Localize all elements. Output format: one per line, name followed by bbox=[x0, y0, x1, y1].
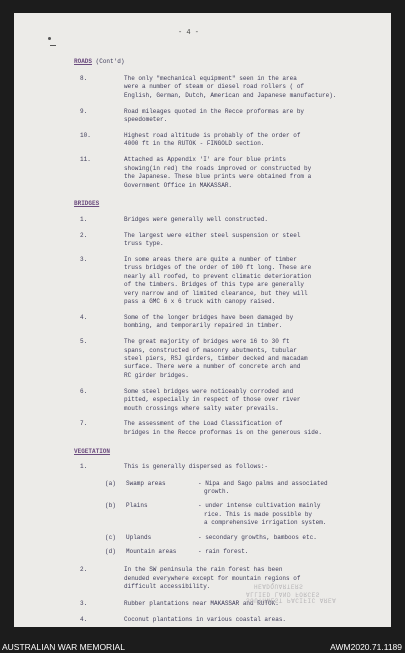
item-text-line: pass a GMC 6 x 6 truck with canopy raised. bbox=[124, 298, 276, 305]
subitem-text-line: - under intense cultivation mainly bbox=[198, 502, 321, 510]
bleed-through-line: HEADQUARTERS bbox=[254, 582, 304, 590]
tick-mark bbox=[50, 45, 56, 46]
footer-left: AUSTRALIAN WAR MEMORIAL bbox=[2, 642, 125, 652]
item-number: 9. bbox=[80, 107, 88, 115]
subitem-text-line: a comprehensive irrigation system. bbox=[204, 519, 327, 527]
bridges-heading: BRIDGES bbox=[74, 200, 100, 208]
subitem-text-line: rice. This is made possible by bbox=[204, 510, 313, 518]
item-text-line: The largest were either steel suspension or steel bbox=[124, 231, 301, 239]
item-text-line: the Japanese. These blue prints were obtained from a bbox=[124, 173, 312, 181]
item-text-line: The great majority of bridges were 16 to 30 ft bbox=[124, 338, 290, 346]
roads-heading: ROADS bbox=[74, 58, 93, 65]
item-text-line: mouth crossings where salty water prevails. bbox=[124, 404, 279, 412]
item-text-line: were a number of steam or diesel road rollers ( of bbox=[124, 83, 305, 91]
item-number: 8. bbox=[80, 75, 88, 82]
item-number: 4. bbox=[80, 313, 88, 321]
subitem-text-line: - Nipa and Sago palms and associated bbox=[198, 479, 328, 487]
document-page bbox=[14, 13, 391, 627]
item-number: 2. bbox=[80, 231, 88, 239]
subitem-label: (d) bbox=[105, 547, 116, 555]
item-text-line: Bridges were generally well constructed. bbox=[124, 215, 269, 223]
item-text-line: bombing, and temporarily repaired in timber. bbox=[124, 322, 283, 330]
item-text-line: truss type. bbox=[124, 240, 164, 248]
item-text-line: of the timbers. Bridges of this type are generally bbox=[124, 281, 305, 289]
item-number: 1. bbox=[80, 215, 88, 223]
subitem-text-line: - secondary growths, bamboos etc. bbox=[198, 533, 317, 541]
bleed-through-line: ALLIED LAND FORCES bbox=[246, 590, 320, 598]
item-text-line: speedometer. bbox=[124, 116, 168, 124]
item-number: 3. bbox=[80, 256, 88, 263]
item-number: 7. bbox=[80, 420, 88, 428]
subitem-name: Uplands bbox=[126, 533, 152, 541]
item-number: 6. bbox=[80, 387, 88, 395]
item-text-line: difficult accessibility. bbox=[124, 583, 211, 591]
item-number: 3. bbox=[80, 599, 88, 607]
subitem-label: (b) bbox=[105, 502, 116, 510]
item-text-line: very narrow and of limited clearance, but they will bbox=[124, 289, 308, 297]
roads-contd: (Cont'd) bbox=[95, 58, 125, 65]
item-text-line: RC girder bridges. bbox=[124, 371, 189, 379]
item-text-line: Some of the longer bridges have been damaged by bbox=[124, 313, 294, 321]
item-text-line: bridges in the Recce proformas is on the generous side. bbox=[124, 428, 323, 436]
item-text-line: steel piers, RSJ girders, timber decked and macadam bbox=[124, 355, 308, 362]
hole-punch-mark bbox=[48, 37, 51, 40]
item-text-line: nearly all roofed, to prevent climatic deterioration bbox=[124, 272, 312, 280]
item-text-line: Road mileages quoted in the Recce proformas are by bbox=[124, 107, 305, 115]
subitem-text-line: - rain forest. bbox=[198, 547, 249, 555]
item-text-line: 4000 ft in the RUTOK - FINGOLD section. bbox=[124, 140, 265, 148]
item-text-line: Highest road altitude is probably of the order of bbox=[124, 132, 301, 139]
item-number: 2. bbox=[80, 566, 88, 574]
subitem-name: Plains bbox=[126, 502, 148, 510]
item-text-line: In the SW peninsula the rain forest has been bbox=[124, 566, 283, 574]
item-text-line: denuded everywhere except for mountain regions of bbox=[124, 574, 301, 582]
item-number: 4. bbox=[80, 615, 88, 623]
subitem-text-line: growth. bbox=[204, 487, 230, 495]
subitem-name: Mountain areas bbox=[126, 547, 177, 555]
item-text-line: pitted, especially in respect of those over river bbox=[124, 396, 301, 404]
item-number: 11. bbox=[80, 156, 91, 164]
bleed-through-line: SOUTHWEST PACIFIC AREA bbox=[246, 596, 337, 604]
item-text-line: This is generally dispersed as follows:- bbox=[124, 463, 269, 471]
vegetation-heading: VEGETATION bbox=[74, 447, 111, 455]
item-text-line: In some areas there are quite a number of timber bbox=[124, 256, 297, 263]
item-text-line: surface. There were a number of concrete arch and bbox=[124, 363, 301, 371]
item-text-line: truss bridges of the order of 100 ft long. These are bbox=[124, 264, 312, 272]
item-text-line: The assessment of the Load Classification of bbox=[124, 420, 283, 428]
roads-heading-row bbox=[74, 58, 124, 66]
item-text-line: Attached as Appendix 'I' are four blue prints bbox=[124, 156, 287, 164]
item-number: 10. bbox=[80, 132, 91, 139]
subitem-name: Swamp areas bbox=[126, 479, 166, 487]
subitem-label: (c) bbox=[105, 533, 116, 541]
item-text-line: The only "mechanical equipment" seen in the area bbox=[124, 75, 297, 82]
page-number: - 4 - bbox=[178, 29, 200, 37]
footer-right: AWM2020.71.1189 bbox=[330, 642, 402, 652]
item-number: 1. bbox=[80, 463, 88, 471]
item-number: 5. bbox=[80, 338, 88, 346]
subitem-label: (a) bbox=[105, 479, 116, 487]
item-text-line: spans, constructed of masonry abutments, tubular bbox=[124, 346, 297, 354]
item-text-line: showing(in red) the roads improved or constructed by bbox=[124, 164, 312, 172]
item-text-line: Some steel bridges were noticeably corroded and bbox=[124, 387, 294, 395]
item-text-line: Rubber plantations near MAKASSAR and RUTOK. bbox=[124, 599, 279, 607]
item-text-line: Coconut plantations in various coastal areas. bbox=[124, 615, 287, 623]
item-text-line: Government Office in MAKASSAR. bbox=[124, 181, 233, 189]
item-text-line: English, German, Dutch, American and Japanese manufacture). bbox=[124, 91, 337, 99]
